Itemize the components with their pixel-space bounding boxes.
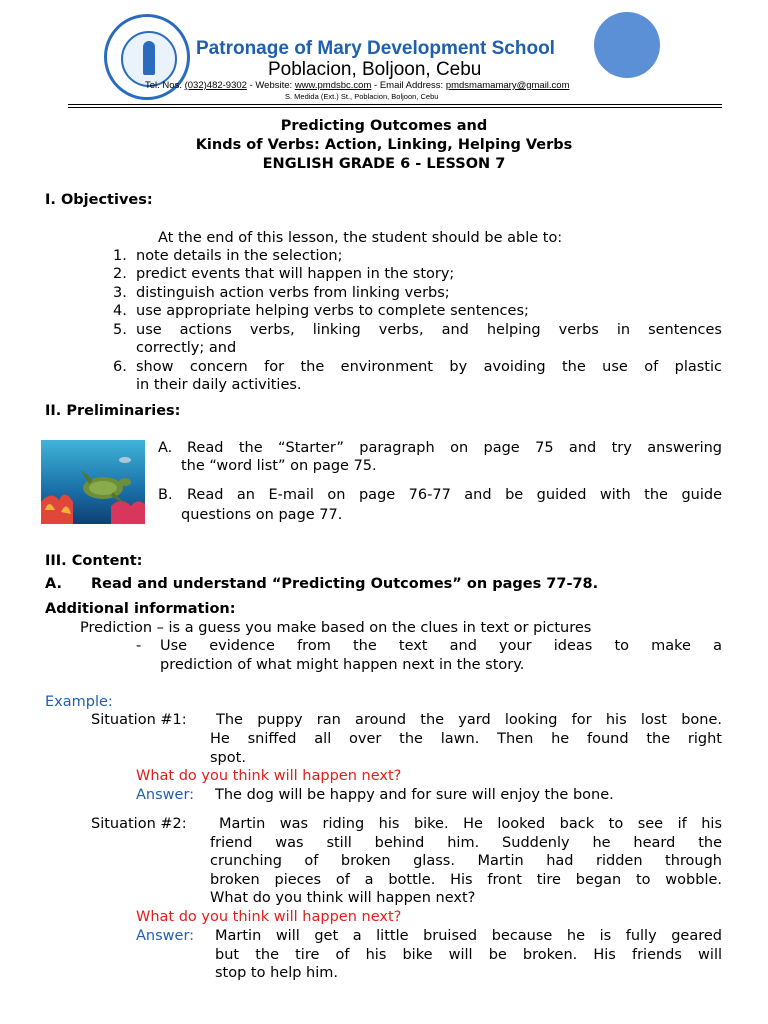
objective-num: 6. — [113, 359, 127, 375]
situation-text: spot. — [210, 750, 246, 766]
question-text: What do you think will happen next? — [136, 768, 402, 784]
answer-text: but the tire of his bike will be broken. His friends will — [215, 947, 722, 963]
logo-figure-icon — [143, 41, 155, 75]
objective-num: 1. — [113, 248, 127, 264]
situation-text: The puppy ran around the yard looking for his lost bone. — [216, 712, 722, 728]
objective-text-cont: in their daily activities. — [136, 377, 302, 393]
preliminary-letter: A. — [158, 440, 173, 456]
situation-text: Martin was riding his bike. He looked back to see if his — [219, 816, 722, 832]
answer-label: Answer: — [136, 928, 195, 944]
preliminary-text: Read an E-mail on page 76-77 and be guided with the guide — [187, 487, 722, 503]
answer-label: Answer: — [136, 787, 195, 803]
preliminaries-heading: II. Preliminaries: — [45, 403, 181, 419]
preliminary-letter: B. — [158, 487, 173, 503]
objective-text: note details in the selection; — [136, 248, 343, 264]
street-address: S. Medida (Ext.) St., Poblacion, Boljoon, Cebu — [285, 92, 439, 101]
title-line-2: Kinds of Verbs: Action, Linking, Helping Verbs — [195, 137, 573, 153]
situation-text: crunching of broken glass. Martin had ridden through — [210, 853, 722, 869]
content-a-letter: A. — [45, 576, 62, 592]
logo-seal — [121, 31, 177, 87]
objective-num: 2. — [113, 266, 127, 282]
objectives-intro: At the end of this lesson, the student should be able to: — [158, 230, 563, 246]
objective-num: 4. — [113, 303, 127, 319]
situation-text: What do you think will happen next? — [210, 890, 476, 906]
sea-turtle-illustration — [41, 440, 145, 524]
answer-text: The dog will be happy and for sure will enjoy the bone. — [215, 787, 614, 803]
objective-text: distinguish action verbs from linking verbs; — [136, 285, 450, 301]
email-label: - Email Address: — [371, 80, 446, 91]
prediction-definition: Prediction – is a guess you make based on the clues in text or pictures — [80, 620, 592, 636]
question-text: What do you think will happen next? — [136, 909, 402, 925]
evidence-text-cont: prediction of what might happen next in the story. — [160, 657, 525, 673]
sea-turtle-image — [41, 440, 145, 524]
objective-text: show concern for the environment by avoiding the use of plastic — [136, 359, 722, 375]
objectives-heading: I. Objectives: — [45, 192, 153, 208]
contact-line — [145, 80, 570, 91]
situation-label: Situation #1: — [91, 712, 187, 728]
objective-text: use appropriate helping verbs to complete sentences; — [136, 303, 529, 319]
additional-info-heading: Additional information: — [45, 601, 236, 617]
decorative-circle — [594, 12, 660, 78]
header-rule-2 — [68, 107, 722, 108]
header-rule — [68, 104, 722, 105]
content-a-text: Read and understand “Predicting Outcomes” on pages 77-78. — [91, 576, 599, 592]
preliminary-text-cont: questions on page 77. — [181, 507, 343, 523]
objective-text: use actions verbs, linking verbs, and helping verbs in sentences — [136, 322, 722, 338]
situation-label: Situation #2: — [91, 816, 187, 832]
school-name: Patronage of Mary Development School — [196, 38, 555, 59]
title-line-3: ENGLISH GRADE 6 - LESSON 7 — [262, 156, 506, 172]
preliminary-text-cont: the “word list” on page 75. — [181, 458, 377, 474]
situation-text: friend was still behind him. Suddenly he heard the — [210, 835, 722, 851]
situation-text: He sniffed all over the lawn. Then he found the right — [210, 731, 722, 747]
email-link[interactable]: pmdsmamamary@gmail.com — [445, 80, 570, 91]
answer-text: stop to help him. — [215, 965, 338, 981]
objective-text-cont: correctly; and — [136, 340, 237, 356]
content-heading: III. Content: — [45, 553, 143, 569]
objective-num: 3. — [113, 285, 127, 301]
tel-number: (032)482-9302 — [184, 80, 247, 91]
answer-text: Martin will get a little bruised because he is fully geared — [215, 928, 722, 944]
website-link[interactable]: www.pmdsbc.com — [294, 80, 372, 91]
tel-label: Tel. Nos. — [145, 80, 185, 91]
website-label: - Website: — [246, 80, 295, 91]
situation-text: broken pieces of a bottle. His front tire began to wobble. — [210, 872, 722, 888]
evidence-text: Use evidence from the text and your ideas to make a — [160, 638, 722, 654]
objective-text: predict events that will happen in the story; — [136, 266, 455, 282]
school-address: Poblacion, Boljoon, Cebu — [268, 59, 482, 80]
title-line-1: Predicting Outcomes and — [280, 118, 488, 134]
preliminary-text: Read the “Starter” paragraph on page 75 and try answering — [187, 440, 722, 456]
objective-num: 5. — [113, 322, 127, 338]
example-label: Example: — [45, 694, 113, 710]
evidence-dash: - — [136, 638, 142, 654]
